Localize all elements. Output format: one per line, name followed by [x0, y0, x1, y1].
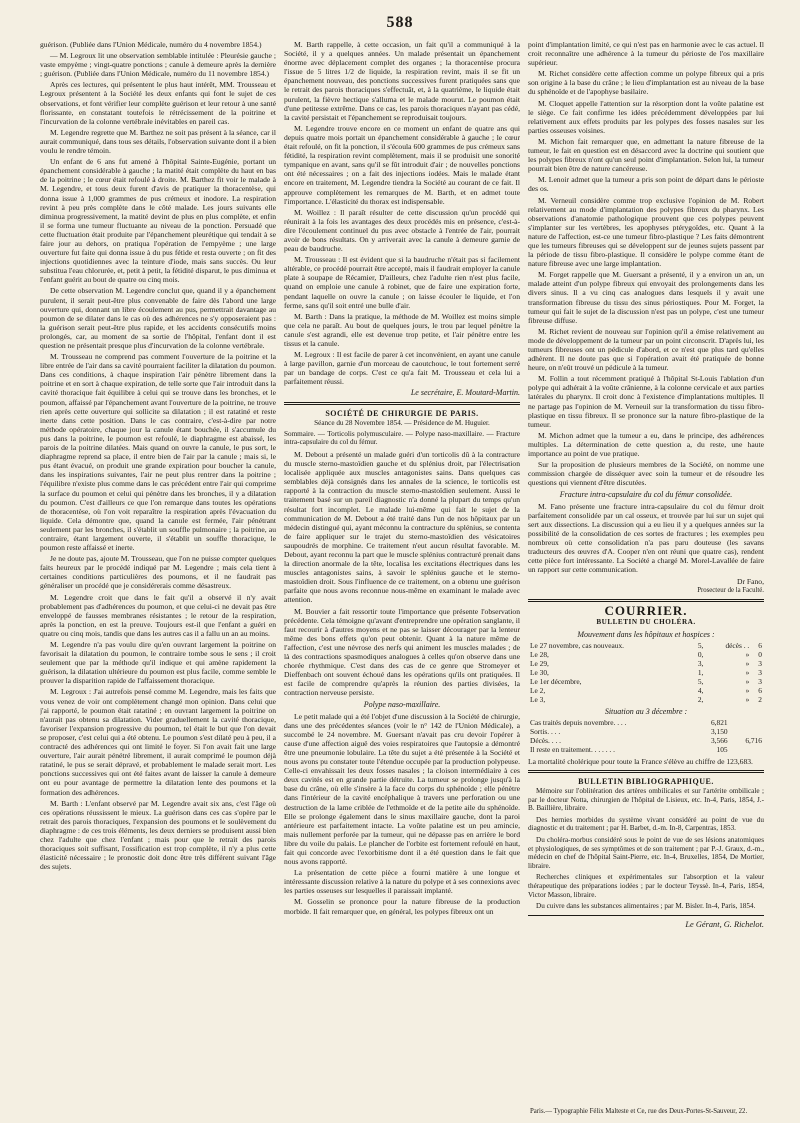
mouvement-row-deaths: 2: [758, 694, 762, 704]
paragraph: M. Legroux : Il est facile de parer à cet inconvénient, en ayant une canule à large pavillon, garnie d'un morceau de caoutchouc, le tout fortement serré par un bandage de corps. C'est ce qu'a fait M. Trousseau et cela lui a parfaitement réussi.: [284, 350, 520, 387]
mouvement-row-date: Le 2,: [530, 685, 546, 695]
mouvement-row: [528, 695, 764, 704]
mouvement-row-cases: 5,: [697, 676, 704, 686]
mouvement-table: [528, 641, 764, 704]
paragraph: M. Forget rappelle que M. Guersant a présenté, il y a environ un an, un malade atteint d'un polype fibreux qui envoyait des prolongements dans les divers sinus. Il a vu cinq cas analogues dans lesquels il y avait une transformation fibreuse du tissu des sinus périostiques. Pour M. Forget, la tumeur qui fait le sujet de la discussion n'est pas un polype, c'est une tumeur fibreuse diffuse.: [528, 270, 764, 325]
mouvement-row: [528, 677, 764, 686]
paragraph: M. Trousseau ne comprend pas comment l'ouverture de la poitrine et la libre entrée de l'air dans sa cavité pourraient faciliter la dilatation du poumon. Dans ces conditions, à chaque inspiration l'air pénètre librement dans la poitrine et en sort à chaque expiration, de telle sorte que l'air introduit dans la cavité thoracique fait équilibre à celui qui se trouve dans les bronches, et le poumon, affaissé par l'épanchement avant l'ouverture de la poitrine, ne trouve rien après cette ouverture qui sollicite sa dilatation ; il est ratatiné et reste inerte dans cette position. Dans le cas contraire, c'est-à-dire par notre méthode opératoire, chaque jour la canule étant bouchée, il s'accumule du pus dans la poitrine, le poumon est refoulé, le diaphragme est abaissé, les parois de la poitrine dilatées. Mais quand on ouvre la canule, le pus sort, le diaphragme reprend sa place, il entre bien de l'air par la canule ; mais si, le pus étant évacué, on produit une grande expiration pour boucher la canule, dans les inspirations suivantes, l'air ne peut plus rentrer dans la poitrine ; l'équilibre n'existe plus comme dans le cas précédent entre l'air qui comprime la surface du poumon et celui qui pénètre dans les bronches, il y a dilatation du poumon. C'est d'ailleurs ce que l'on remarque dans toutes les opérations de thoracentèse, où l'on voit reparaître la respiration après l'évacuation du liquide. Cela démontre que, quand la canule est fermée, l'air pénétrant seulement par les bronches, il s'établit un souffle pulmonaire ; la poitrine, au contraire, étant largement ouverte, il s'établit un souffle thoracique, le poumon reste affaissé et inerte.: [40, 352, 276, 553]
mouvement-row-cases: 2,: [697, 694, 704, 704]
paragraph: Le petit malade qui a été l'objet d'une discussion à la Société de chirurgie, dans une des précédentes séances (voir le n° 142 de l'Union Médicale), a succombé le 24 novembre. M. Guersant n'avait pas cru devoir l'opérer à cause d'une affection aiguë des voies respiratoires que l'autopsie a démontré être une pneumonie lobulaire. La tête du sujet a été présentée à la Société et nous avons pu constater toute l'étendue occupée par la production polypeuse. Celle-ci envahissait les deux fosses nasales ; la cloison intermédiaire à ces deux cavités est en grande partie détruite. La tumeur se prolonge jusqu'à la base du crâne, où elle s'insère à la face du corps du sphénoïde ; elle pénètre dans l'intérieur de la cavité encéphalique à travers une perforation ou une destruction de la lame criblée de l'ethmoïde et de la petite aile du sphénoïde. Elle se prolonge également dans le sinus maxillaire gauche, dont la paroi antérieure est parfaitement intacte. La voûte palatine est un peu amincie, mais nullement perforée par la tumeur, qui ne dépasse pas en arrière le bord libre du voile du palais. Le plancher de l'orbite est fortement refoulé en haut, fait qui concorde avec l'exorbitisme dont il a été question dans le fait que nous avons rapporté.: [284, 711, 520, 867]
mouvement-row-label: »: [745, 676, 750, 686]
paragraph: Je ne doute pas, ajoute M. Trousseau, que l'on ne puisse compter quelques faits heureux par le procédé indiqué par M. Legendre ; mais cela tient à certaines conditions particulières des poumons, et il ne faudrait pas généraliser un procédé que je considérerais comme désastreux.: [40, 554, 276, 591]
session-line: Séance du 28 Novembre 1854. — Présidence de M. Huguier.: [314, 418, 490, 427]
mouvement-row-date: Le 29,: [530, 658, 549, 668]
paragraph: M. Barth : L'enfant observé par M. Legendre avait six ans, c'est l'âge où ces opérations réussissent le mieux. La guérison dans ces cas s'opère par le retrait des parois thoraciques, l'expansion des poumons et le soulèvement du diaphragme : de ces trois éléments, les deux derniers se produisent aussi bien chez l'adulte que chez l'enfant ; mais pour que le retrait des parois thoraciques soit suffisant, l'ossification est trop complète, il n'y a plus cette élasticité nécessaire ; le pronostic doit donc être très différent suivant l'âge des sujets.: [40, 798, 276, 872]
paragraph: M. Legendre croit que dans le fait qu'il a observé il n'y avait probablement pas d'adhérences du poumon, et que celui-ci ne devait pas être enveloppé de fausses membranes résistantes ; le retour de la respiration, après la ponction, en est la preuve. Toujours est-il que l'enfant a guéri en quatre ou cinq mois, tandis que dans les autres cas il a fallu un an au moins.: [40, 592, 276, 638]
paragraph: La présentation de cette pièce a fourni matière à une longue et intéressante discussion relative à la nature du polype et à ses connexions avec les parties osseuses sur lesquelles il paraissait implanté.: [284, 868, 520, 896]
paragraph: M. Michon fait remarquer que, en admettant la nature fibreuse de la tumeur, le fait en question est en désaccord avec la doctrine qui soutient que les polypes fibreux n'ont qu'un seul point d'implantation. Selon lui, la tumeur pourrait bien être de nature cancéreuse.: [528, 136, 764, 174]
situation-row-total: [730, 718, 764, 727]
mouvement-row-deaths: 3: [758, 676, 762, 686]
paragraph: Un enfant de 6 ans fut amené à l'hôpital Sainte-Eugénie, portant un épanchement considérable à gauche ; la matité était complète du haut en bas de la poitrine ; le cœur était refoulé à droite. M. Barthez fit voir le malade à M. Legendre, et tous deux furent d'avis de pratiquer la thoracentèse, qui donna issue à 1,000 grammes de pus crémeux et inodore. La respiration revint à peu près complète dans le côté malade. Les jours suivants elle diminua progressivement, la matité devint de plus en plus complète, et enfin il se forma une tumeur fluctuante au niveau de la ponction. Persuadé que cette fluctuation était produite par l'épanchement pleurétique qui tendait à se faire jour au dehors, on pratiqua l'opération de l'empyème ; une large ouverture fut faite qui donna issue à du pus fétide et resta ouverte ; on fit des injections quotidiennes avec la teinture d'iode, mais sans succès. Ou leur substitua l'eau chlorurée, et, petit à petit, la fétidité disparut, le pus diminua et l'enfant guérit au bout de quatre ou cinq mois.: [40, 157, 276, 285]
mouvement-row-date: Le 27 novembre, cas nouveaux.: [530, 640, 624, 650]
mouvement-row-date: Le 1er décembre,: [530, 676, 582, 686]
paragraph: M. Barth rappelle, à cette occasion, un fait qu'il a communiqué à la Société, il y a quelques années. Un malade présentait un épanchement énorme avec déplacement complet des organes ; la thoracentèse procura l'issue de 5 litres 1/2 de liquide, la respiration revint, mais il se fit un épanchement nouveau, des ponctions successives furent pratiquées sans que le retrait des parois thoraciques s'effectuât, et, à la quatrième, le liquide était purulent, la fièvre hectique s'alluma et le malade mourut. Le poumon était d'une petitesse extrême. Dans ce cas, les parois thoraciques n'ayant pas cédé, la cavité persistait et l'épanchement se reproduisait toujours.: [284, 40, 520, 122]
situation-row: [528, 736, 764, 745]
gerant-signature: Le Gérant, G. Richelot.: [685, 919, 764, 929]
biblio-item: Du cuivre dans les substances alimentaires ; par M. Bisler. In-4, Paris, 1854.: [536, 902, 756, 911]
situation-row-value: 6,821: [710, 717, 728, 727]
mouvement-row-cases: 0,: [697, 649, 704, 659]
mouvement-row-label: »: [745, 685, 750, 695]
biblio-item: Du choléra-morbus considéré sous le point de vue de ses lésions anatomiques et physiologiques, de ses symptômes et de son traitement ; par P.-J. Graux, d.-m., médecin en chef de l'hôpital Saint-Pierre, etc. In-4, Bruxelles, 1854, De Mortier, libraire.: [528, 835, 764, 870]
paragraph: M. Richet considère cette affection comme un polype fibreux qui a pris son origine à la base du crâne ; le lieu d'implantation est au niveau de la base du sphénoïde et de l'apophyse basilaire.: [528, 69, 764, 97]
situation-row: [528, 718, 764, 727]
mouvement-row-deaths: 3: [758, 658, 762, 668]
situation-row-label: Sortis. . . .: [530, 726, 561, 736]
mouvement-row-date: Le 30,: [530, 667, 549, 677]
column-2: [284, 40, 520, 1102]
situation-title: Situation au 3 décembre :: [604, 706, 688, 716]
paragraph: M. Verneuil considère comme trop exclusive l'opinion de M. Robert relativement au mode d'implantation des polypes fibreux du pharynx. Les observations d'anatomie pathologique prouvent que ces polypes peuvent s'implanter sur les vertèbres, les apophyses ptérygoïdes, etc. Quant à la nature de l'affection, est-ce une tumeur fibro-plastique ? Les faits démontrent que les tumeurs fibreuses qui se développent sur de jeunes sujets passent par la période de tissu fibro-plastique. Il considère le polype comme étant de nature fibreuse avec une large implantation.: [528, 195, 764, 269]
paragraph: M. Bouvier a fait ressortir toute l'importance que présente l'observation précédente. Cela témoigne qu'avant d'entreprendre une opération sanglante, il faut recourir à d'autres moyens et ne pas se laisser décourager par la lenteur même des bons effets qu'on peut obtenir. Quant à la nature même de l'affection, c'est une névrose des nerfs qui animent les muscles malades ; de là des contractions spasmodiques analogues à celles qu'on observe dans une chorée rhythmique. C'est dans des cas de ce genre que Stromeyer et Dieffenbach ont souvent échoué dans les opérations qu'ils ont pratiquées. Il est facile de comprendre qu'après la réunion des parties divisées, la contraction nerveuse persiste.: [284, 606, 520, 698]
paragraph: M. Lenoir admet que la tumeur a pris son point de départ dans le périoste des os.: [528, 175, 764, 194]
subsection-title: Fracture intra-capsulaire du col du fémur consolidée.: [559, 490, 733, 500]
signature-name: Dr Fano,: [737, 577, 764, 587]
mouvement-row-date: Le 28,: [530, 649, 549, 659]
paragraph: M. Debout a présenté un malade guéri d'un torticolis dû à la contracture du muscle sterno-mastoïdien gauche et du splénius droit, par l'électrisation localisée appliquée aux muscles antagonistes sains. Dans quelques cas semblables déjà consignés dans les annales de la science, le torticolis est rapporté à la contraction du muscle sterno-mastoïdien seulement. Aussi le traitement basé sur un pareil diagnostic n'a donné la plupart du temps qu'un résultat fort incomplet. Le malade lui-même qui fait le sujet de la communication de M. Debout a été traité dans l'un de nos hôpitaux par un médecin distingué qui, ayant méconnu la contracture du splénius, se contenta de faire appliquer sur le trajet du sterno-mastoïdien des vésicatoires saupoudrés de morphine. Ce traitement n'eut aucun résultat favorable. M. Debout, ayant reconnu la part que le muscle splénius contracturé prenait dans la direction anormale de la tête, localisa les excitations électriques dans les muscles antagonistes sains, à savoir le splénius gauche et le sterno-mastoïdien droit. Sous l'influence de ce traitement, on a obtenu une guérison parfaite que nous avons reconnue nous-même en examinant le malade avec attention.: [284, 449, 520, 605]
situation-row: [528, 745, 764, 754]
section-divider: [528, 915, 764, 916]
column-1: [40, 40, 276, 1102]
biblio-list: [528, 787, 764, 911]
situation-row-total: [730, 727, 764, 736]
mouvement-row-label: »: [745, 667, 750, 677]
paragraph: M. Legendre regrette que M. Barthez ne soit pas présent à la séance, car il aurait communiqué, dans tous ses détails, l'observation suivante dont il a bien voulu le rendre témoin.: [40, 127, 276, 156]
paragraph: M. Gosselin se prononce pour la nature fibreuse de la production morbide. Il fait remarquer que, en général, les polypes fibreux ont un: [284, 897, 520, 916]
paragraph: — M. Legroux lit une observation semblable intitulée : Pleurésie gauche ; vaste empyème ; vingt-quatre ponctions ; canule à demeure après la dernière ; guérison. (Publiée dans l'Union Médicale, numéro du 11 novembre 1854.): [40, 51, 276, 79]
biblio-item: Mémoire sur l'oblitération des artères ombilicales et sur l'artérite ombilicale ; par le docteur Notta, chirurgien de l'hôpital de Lisieux, etc. In-4, Paris, 1854, J.-B. Baillière, libraire.: [528, 787, 764, 813]
mortality-text: La mortalité cholérique pour toute la France s'élève au chiffre de 123,683.: [528, 756, 753, 766]
mouvement-row-cases: 5,: [697, 640, 704, 650]
situation-row-value: 3,150: [710, 726, 728, 736]
biblio-item: Recherches cliniques et expérimentales sur l'absorption et la valeur thérapeutique des préparations iodées ; par le docteur Teyssè. In-4, Paris, 1854, Victor Masson, libraire.: [528, 873, 764, 899]
paragraph: De cette observation M. Legendre conclut que, quand il y a épanchement purulent, il serait peut-être plus convenable de faire dès l'abord une large ouverture qui, donnant un libre écoulement au pus, permettrait davantage au poumon de se dilater dans le cas où des adhérences ne s'y opposeraient pas : la guérison serait peut-être plus rapide, et les accidents consécutifs moins prolongés, car, au moment de sa sortie de l'hôpital, l'enfant dont il est question ne présentait presque plus d'incurvation de la colonne vertébrale.: [40, 286, 276, 350]
section-divider: [528, 599, 764, 602]
cholera-bulletin-title: BULLETIN DU CHOLÉRA.: [596, 617, 696, 626]
mouvement-row-label: »: [745, 658, 750, 668]
situation-row-label: Cas traités depuis novembre. . . .: [530, 717, 627, 727]
mouvement-row-deaths: 6: [758, 685, 762, 695]
paragraph: M. Legendre trouve encore en ce moment un enfant de quatre ans qui depuis quatre mois portait un épanchement considérable à gauche ; le cœur était refoulé, on fit la ponction, il s'écoula 600 grammes de pus crémeux sans fétidité, la respiration revint complètement, mais il se produisit une sonorité tympanique en avant, sans qu'il se fût introduit d'air ; de nouvelles ponctions ont été nécessaires ; on a fait des injections iodées. Mais le malade étant encore en traitement, M. Legendre tiendra la Société au courant de ce fait. Il approuve complètement les remarques de M. Barth, et en admet toute l'importance. L'élasticité du thorax est indispensable.: [284, 123, 520, 206]
printer-footer: Paris.— Typographie Félix Malteste et Ce, rue des Deux-Portes-St-Sauveur, 22.: [530, 1108, 748, 1115]
mouvement-row: [528, 641, 764, 650]
article-columns: [40, 40, 764, 1102]
section-title: SOCIÉTÉ DE CHIRURGIE DE PARIS.: [325, 408, 479, 418]
biblio-title: BULLETIN BIBLIOGRAPHIQUE.: [578, 776, 714, 786]
paragraph: M. Fano présente une fracture intra-capsulaire du col du fémur droit parfaitement consolidée par un cal osseux, et trouvée par lui sur un sujet qui sert aux dissections. La discussion qui a eu lieu il y a quelques années sur la possibilité de la consolidation de ces sortes de fractures ; les exemples peu nombreux où cette consolidation n'a pas paru douteuse (les savans traducteurs des œuvres d'A. Cooper n'en ont réuni que quatre cas), rendent cette pièce fort intéressante. La Société a chargé M. Morel-Lavallée de faire un rapport sur cette communication.: [528, 501, 764, 575]
fano-signature: [528, 577, 764, 595]
mouvement-row-deaths: 3: [758, 667, 762, 677]
situation-row-total: [730, 745, 764, 754]
mouvement-row-cases: 3,: [697, 658, 704, 668]
mouvement-row-label: »: [745, 649, 750, 659]
paragraph: M. Woillez : Il paraît résulter de cette discussion qu'un procédé qui réunirait à la fois les avantages des deux procédés mis en présence, c'est-à-dire l'écoulement continuel du pus avec obstacle à l'entrée de l'air, pourrait avoir de bons résultats. On y arriverait avec la canule à demeure garnie de peau de baudruche.: [284, 207, 520, 254]
situation-row: [528, 727, 764, 736]
subsection-title: Polype naso-maxillaire.: [363, 700, 441, 710]
paragraph: M. Michon admet que la tumeur a eu, dans le principe, des adhérences multiples. La détermination de cette question a, du reste, une haute importance au point de vue pratique.: [528, 430, 764, 459]
signature-title: Prosecteur de la Faculté.: [697, 587, 764, 595]
mouvement-row-label: décès . .: [725, 640, 750, 650]
situation-row-value: 3,566: [710, 735, 728, 745]
column-3: [528, 40, 764, 1102]
mouvement-row: [528, 686, 764, 695]
paragraph: M. Cloquet appelle l'attention sur la résorption dont la voûte palatine est le siège. Ce fait confirme les idées précédemment développées par lui relativement aux effets produits par les polypes des fosses nasales sur les parties osseuses voisines.: [528, 98, 764, 135]
section-divider: [528, 770, 764, 773]
mouvement-row-deaths: 0: [758, 649, 762, 659]
mouvement-row-label: »: [745, 694, 750, 704]
courrier-title: COURRIER.: [604, 603, 688, 619]
paragraph: Après ces lectures, qui présentent le plus haut intérêt, MM. Trousseau et Legroux présentent à la Société les deux enfants qui font le sujet de ces observations, et font vérifier leur complète guérison et leur retour à une santé florissante, en constatant toutefois le rétrécissement de la poitrine et l'incurvation de la colonne vertébrale inévitables en pareil cas.: [40, 80, 276, 126]
paragraph: Sur la proposition de plusieurs membres de la Société, on nomme une commission chargée de disséquer avec soin la tumeur et de résoudre les questions qui viennent d'être discutées.: [528, 460, 764, 488]
paragraph: M. Trousseau : Il est évident que si la baudruche n'était pas si facilement altérable, ce procédé pourrait être accepté, mais il faudrait employer la canule plate à soupape de Récamier, D'ailleurs, chez l'adulte rien n'est plus facile, quand on emploie une canule à robinet, que de faire une expiration forte, pendant laquelle on ouvre la canule ; on laisse écouler le liquide, et l'on ferme, sans qu'il soit entré une bulle d'air.: [284, 255, 520, 310]
situation-table: [528, 718, 764, 754]
mouvement-row-cases: 4,: [697, 685, 704, 695]
biblio-item: Des hernies morbides du système vivant considéré au point de vue du diagnostic et du traitement ; par H. Barbet, d.-m. In-8, Carpentras, 1853.: [528, 815, 764, 833]
paragraph: M. Legroux : J'ai autrefois pensé comme M. Legendre, mais les faits que vous venez de voir ont complètement changé mon opinion. Dans celui que j'ai rapporté, le poumon était ratatiné ; en ouvrant largement la poitrine on n'aurait pas obtenu sa dilatation. Vider graduellement la cavité thoracique, favoriser l'expansion progressive du poumon, tel était le but que l'on devait se proposer, c'est celui qui a été obtenu. Le poumon s'est dilaté peu à peu, il a contracté des adhérences qui ont limité le foyer. Si l'on avait fait une large ouverture, l'air aurait pénétré librement, il aurait comprimé le poumon déjà ratatiné, le pus se serait dépravé, et probablement le malade serait mort. Les ponctions successives qui ont été faites avant de laisser la canule à demeure ont eu pour avantage de permettre la dilatation lente des poumons et la formation des adhérences.: [40, 687, 276, 797]
situation-row-total: 6,716: [745, 735, 762, 745]
situation-row-label: Décès. . . .: [530, 735, 561, 745]
mouvement-row-cases: 1,: [697, 667, 704, 677]
situation-row-value: 105: [716, 744, 728, 754]
mouvement-title: Mouvement dans les hôpitaux et hospices :: [577, 629, 715, 639]
paragraph: M. Follin a tout récemment pratiqué à l'hôpital St-Louis l'ablation d'un polype qui adhérait à la voûte crânienne, à la colonne cervicale et aux parties latérales du pharynx. Il croit donc à l'existence d'implantations multiples. Il ne partage pas l'opinion de M. Verneuil sur la transformation du tissu fibro-plastique en tissu fibreux. Il se prononce sur la nature fibro-plastique de la tumeur.: [528, 374, 764, 429]
mouvement-row: [528, 650, 764, 659]
section-divider: [284, 402, 520, 405]
mouvement-row-date: Le 3,: [530, 694, 546, 704]
paragraph: M. Richet revient de nouveau sur l'opinion qu'il a émise relativement au mode de développement de la tumeur par un point circonscrit. D'après lui, les tumeurs fibreuses ont un pédicule d'abord, et ce n'est que plus tard qu'elles adhèrent. Il ne doute pas que si l'opération avait été pratiquée de bonne heure, on n'eût trouvé un pédicule à la tumeur.: [528, 326, 764, 373]
paragraph: M. Legendre n'a pas voulu dire qu'en ouvrant largement la poitrine on favorisait la dilatation du poumon, le contraire tombe sous le sens ; il croit seulement que par la méthode qu'il indique et qui amène rapidement la guérison, la dilatation ultérieure du poumon est plus facile, comme semble le prouver la disparition rapide de l'affaissement thoracique.: [40, 640, 276, 686]
secretary-signature: Le secrétaire, E. Moutard-Martin.: [410, 388, 520, 398]
summary: Sommaire. — Torticolis polymusculaire. — Polype naso-maxillaire. — Fracture intra-capsulaire du col du fémur.: [284, 429, 520, 447]
situation-row-label: Il reste en traitement. . . . . . .: [530, 744, 615, 754]
mouvement-row: [528, 668, 764, 677]
page-number: 588: [386, 14, 414, 31]
paragraph: M. Barth : Dans la pratique, la méthode de M. Woillez est moins simple que cela ne paraît. Au bout de quelques jours, le trou par lequel pénètre la canule s'est agrandi, elle est devenue trop petite, et l'air pénètre entre les tissus et la canule.: [284, 311, 520, 348]
mouvement-row: [528, 659, 764, 668]
paragraph: guérison. (Publiée dans l'Union Médicale, numéro du 4 novembre 1854.): [40, 40, 262, 49]
paragraph: point d'implantation limité, ce qui n'est pas en harmonie avec le cas actuel. Il croit reconnaître une adhérence à la tumeur du périoste de l'os maxillaire supérieur.: [528, 40, 764, 68]
mouvement-row-deaths: 6: [758, 640, 762, 650]
